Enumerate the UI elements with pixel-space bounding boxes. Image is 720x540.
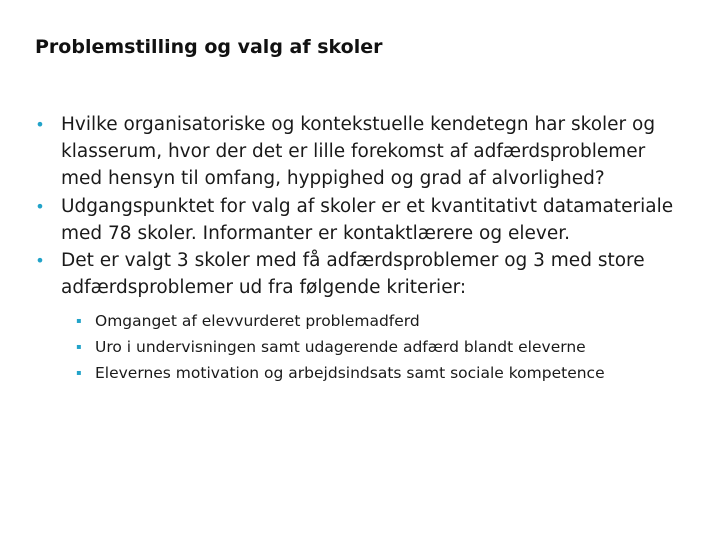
sub-bullet-text: Uro i undervisningen samt udagerende adfærd blandt eleverne [95, 338, 586, 357]
sub-bullet-item [73, 360, 690, 386]
sub-bullet-item [73, 334, 690, 360]
square-bullet-icon: ▪ [76, 316, 82, 326]
bullet-text: Hvilke organisatoriske og kontekstuelle kendetegn har skoler og klasserum, hvor der det er lille forekomst af adfærdsproblemer med hensyn til omfang, hyppighed og grad af alvorlighed? [61, 114, 656, 190]
sub-bullet-list [61, 308, 690, 386]
bullet-icon: • [35, 196, 45, 216]
sub-bullet-text: Elevernes motivation og arbejdsindsats samt sociale kompetence [95, 364, 605, 383]
slide-content [30, 111, 690, 386]
slide-title: Problemstilling og valg af skoler [35, 36, 383, 58]
square-bullet-icon: ▪ [76, 342, 82, 352]
bullet-text: Det er valgt 3 skoler med få adfærdsproblemer og 3 med store adfærdsproblemer ud fra følgende kriterier: [61, 250, 645, 299]
bullet-text: Udgangspunktet for valg af skoler er et kvantitativt datamateriale med 78 skoler. Informanter er kontaktlærere og elever. [61, 195, 674, 244]
bullet-icon: • [35, 251, 45, 271]
bullet-list [30, 111, 690, 386]
bullet-item [30, 111, 690, 193]
bullet-icon: • [35, 115, 45, 134]
sub-bullet-item [73, 308, 690, 334]
bullet-item [30, 193, 690, 247]
square-bullet-icon: ▪ [76, 368, 82, 378]
sub-bullet-text: Omganget af elevvurderet problemadferd [95, 312, 420, 331]
bullet-item [30, 247, 690, 386]
